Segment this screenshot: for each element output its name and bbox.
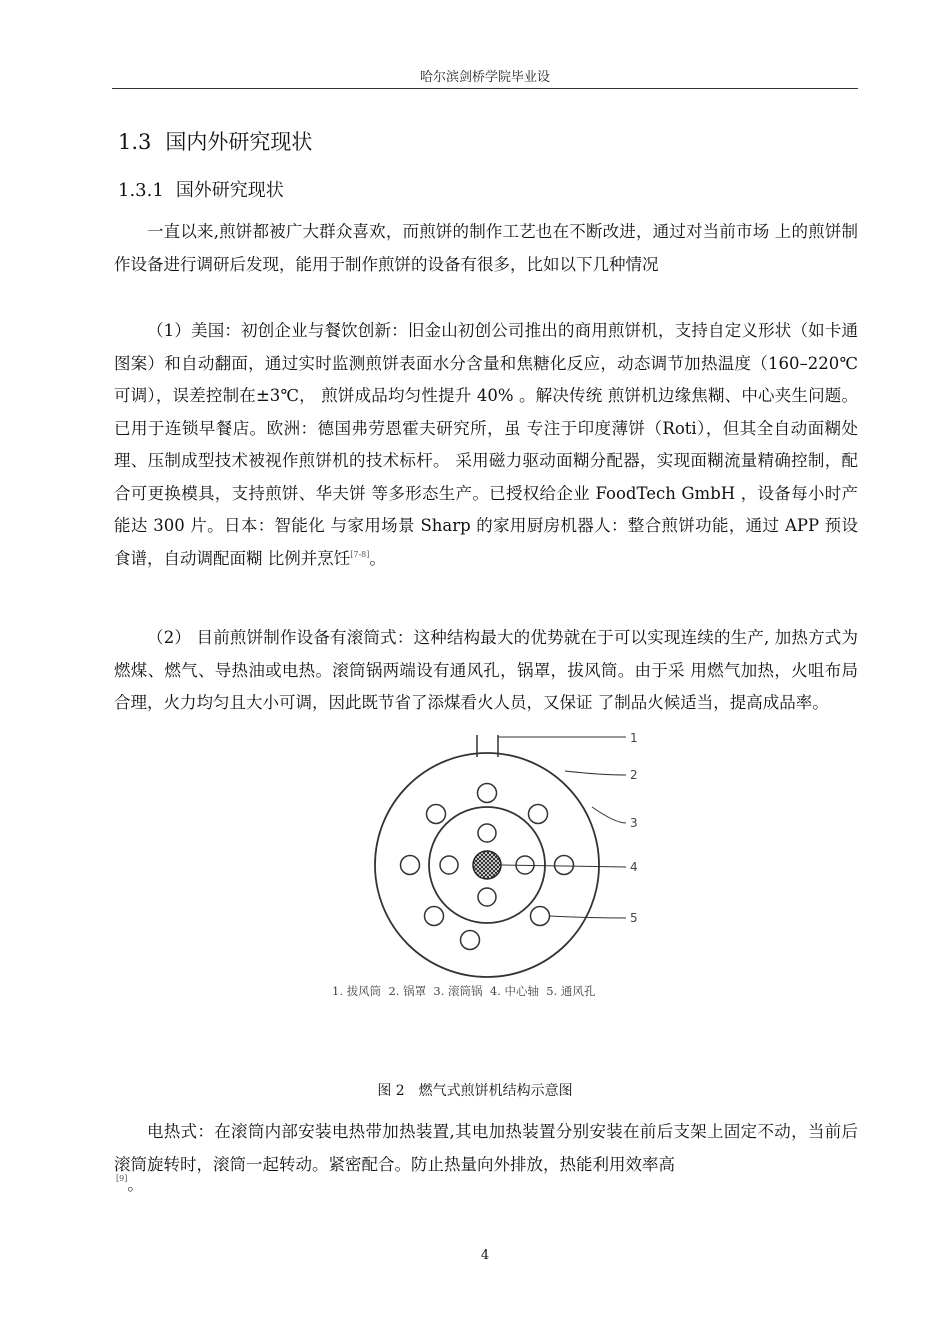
callout-label: 2 (630, 768, 638, 782)
citation-9: [9] (116, 1174, 128, 1183)
section-heading (118, 126, 312, 156)
callout-label: 1 (630, 733, 638, 745)
paragraph-intro: 一直以来,煎饼都被广大群众喜欢，而煎饼的制作工艺也在不断改进，通过对当前市场 上的煎饼制作设备进行调研后发现，能用于制作煎饼的设备有很多，比如以下几种情况 (114, 222, 858, 274)
paragraph-electric: 电热式：在滚筒内部安装电热带加热装置,其电加热装置分别安装在前后支架上固定不动，当前后滚筒旋转时，滚筒一起转动。紧密配合。防止热量向外排放，热能利用效率高 (114, 1122, 858, 1174)
figure-caption (0, 1080, 950, 1100)
callout-leader-lines (498, 737, 626, 918)
callout-label: 4 (630, 860, 638, 874)
subsection-number: 1.3.1 (118, 180, 164, 201)
paragraph-electric-end (116, 1172, 143, 1195)
paragraph-case2: （2） 目前煎饼制作设备有滚筒式：这种结构最大的优势就在于可以实现连续的生产, 加热方式为燃煤、燃气、导热油或电热。滚筒锅两端设有通风孔，锅罩，拔风筒。由于采 用燃气加热，火咀布局合理，火力均匀且大小可调，因此既节省了添煤看火人员，又保证 了制品火候适当，提高成品率。 (114, 628, 858, 712)
callout-label: 3 (630, 816, 638, 830)
running-header: 哈尔滨剑桥学院毕业设 (419, 70, 550, 85)
callout-label: 5 (630, 911, 638, 925)
paragraph-case1 (114, 315, 858, 575)
subsection-heading (118, 176, 284, 202)
center-shaft (473, 851, 501, 879)
paragraph-case1-text: （1）美国：初创企业与餐饮创新：旧金山初创公司推出的商用煎饼机，支持自定义形状（如卡通图案）和自动翻面，通过实时监测煎饼表面水分含量和焦糖化反应，动态调节加热温度（160–220℃可调），误差控制在±3℃， 煎饼成品均匀性提升 40% 。解决传统 煎饼机边缘焦糊、中心夹生问题。已用于连锁早餐店。欧洲：德国弗劳恩霍夫研究所，虽 专注于印度薄饼（Roti），但其全自动面糊处理、压制成型技术被视作煎饼机的技术标杆。 采用磁力驱动面糊分配器，实现面糊流量精确控制，配合可更换模具，支持煎饼、华夫饼 等多形态生产。已授权给企业 FoodTech GmbH ，设备每小时产能达 300 片。日本：智能化 与家用场景 Sharp 的家用厨房机器人：整合煎饼功能，通过 APP 预设食谱，自动调配面糊 比例并烹饪 (114, 321, 858, 568)
section-title: 国内外研究现状 (165, 130, 313, 154)
header-rule (112, 88, 858, 89)
subsection-title: 国外研究现状 (175, 180, 284, 201)
figure-diagram (320, 733, 660, 1008)
paragraph-electric-period: 。 (127, 1175, 144, 1194)
citation-7-8: [7-8] (350, 549, 370, 559)
section-number: 1.3 (118, 130, 152, 154)
figure-caption-text: 燃气式煎饼机结构示意图 (418, 1083, 573, 1099)
figure-legend: 1. 拔风筒 2. 锅罩 3. 滚筒锅 4. 中心轴 5. 通风孔 (332, 984, 596, 998)
figure-number: 图 2 (377, 1083, 405, 1099)
paragraph-case1-end: 。 (369, 548, 386, 568)
page-number: 4 (480, 1248, 490, 1263)
